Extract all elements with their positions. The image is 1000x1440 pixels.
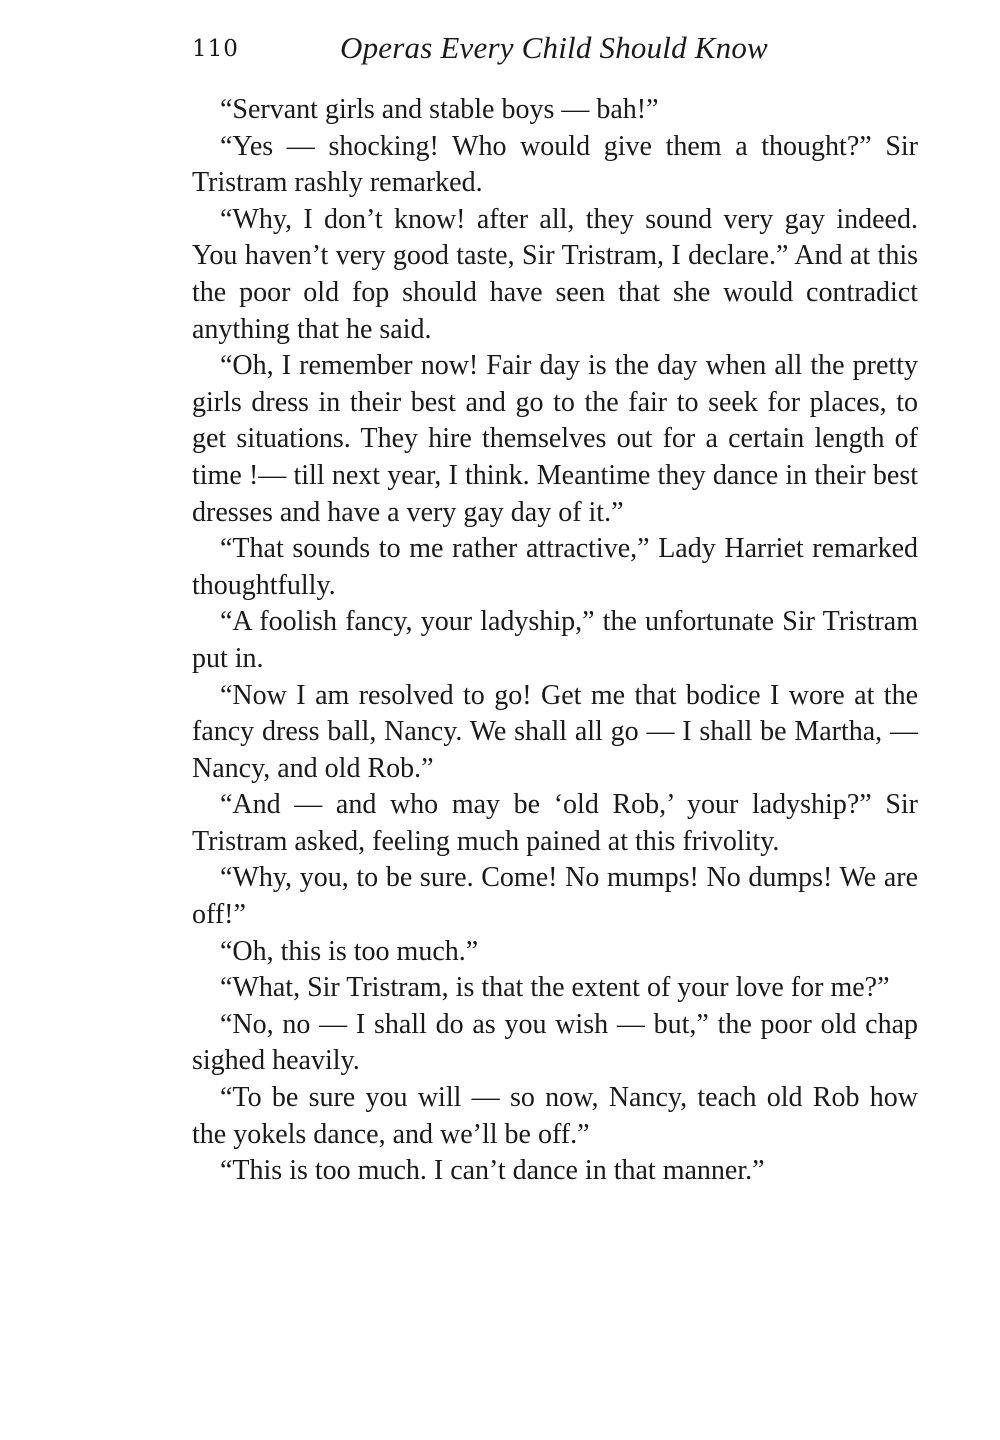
paragraph: “Why, you, to be sure. Come! No mumps! No dumps! We are off!” (192, 862, 918, 931)
paragraph: “Now I am resolved to go! Get me that bodice I wore at the fancy dress ball, Nancy. We shall all go — I shall be Martha, — Nancy, and old Rob.” (192, 679, 918, 784)
paragraph: “Servant girls and stable boys — bah!” (220, 94, 659, 125)
paragraph: “This is too much. I can’t dance in that manner.” (220, 1155, 765, 1187)
paragraph: “To be sure you will — so now, Nancy, teach old Rob how the yokels dance, and we’ll be off.” (192, 1082, 918, 1150)
paragraph: “Oh, I remember now! Fair day is the day when all the pretty girls dress in their best and go to the fair to seek for places, to get situations. They hire themselves out for a certain length of time !— till next year, I think. Meantime they dance in their best dresses and have a very gay day of it.” (192, 350, 918, 528)
paragraph: “Why, I don’t know! after all, they sound very gay indeed. You haven’t very good taste, Sir Tristram, I declare.” And at this the poor old fop should have seen that she would contradict anything that he said. (192, 203, 918, 345)
page-header (192, 30, 918, 74)
running-title: Operas Every Child Should Know (340, 30, 768, 65)
paragraph: “Oh, this is too much.” (220, 935, 479, 967)
paragraph: “What, Sir Tristram, is that the extent of your love for me?” (220, 972, 890, 1004)
paragraph: “No, no — I shall do as you wish — but,” the poor old chap sighed heavily. (192, 1008, 918, 1077)
body-text (192, 92, 918, 1190)
paragraph: “That sounds to me rather attractive,” Lady Harriet remarked thoughtfully. (192, 533, 918, 601)
paragraph: “And — and who may be ‘old Rob,’ your ladyship?” Sir Tristram asked, feeling much pained at this frivolity. (192, 789, 918, 857)
paragraph: “Yes — shocking! Who would give them a thought?” Sir Tristram rashly remarked. (192, 130, 918, 199)
page-number: 110 (192, 36, 239, 62)
paragraph: “A foolish fancy, your ladyship,” the unfortunate Sir Tristram put in. (192, 606, 918, 674)
